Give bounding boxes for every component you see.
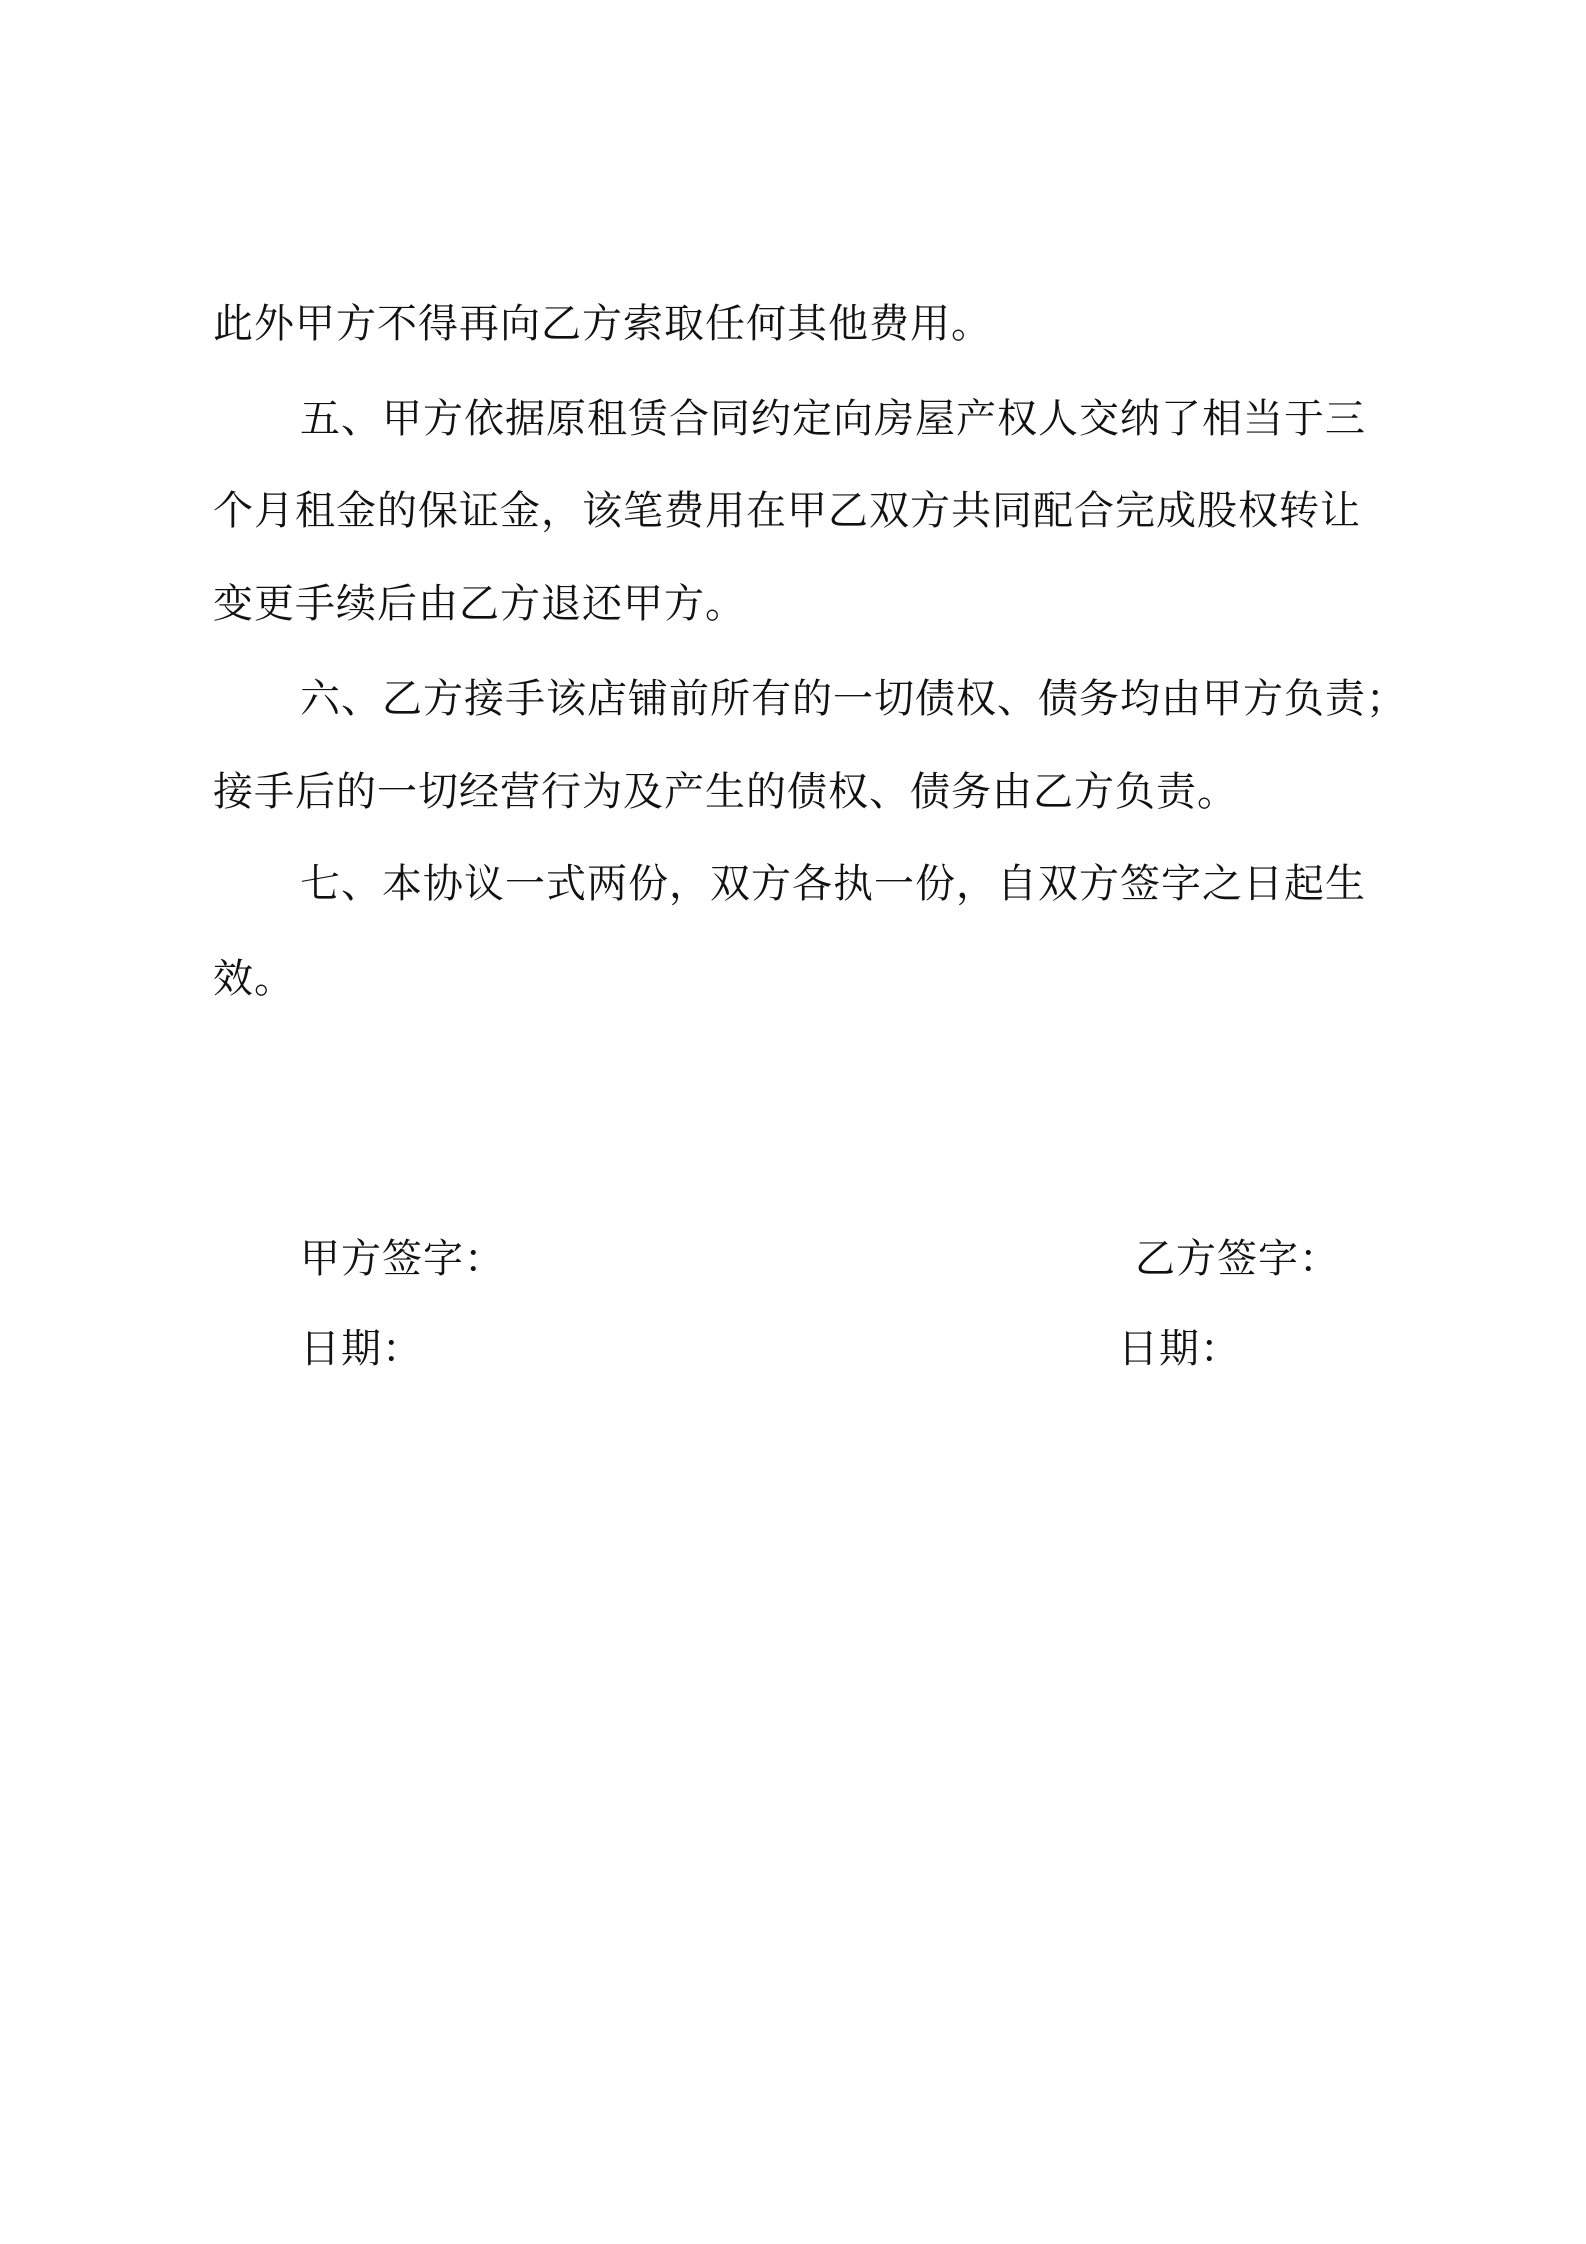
clause-six-line-1: 六、乙方接手该店铺前所有的一切债权、债务均由甲方负责；	[300, 676, 1407, 722]
party-b-date-label: 日期：	[1118, 1326, 1241, 1372]
clause-five-line-2: 个月租金的保证金，该笔费用在甲乙双方共同配合完成股权转让	[213, 488, 1361, 534]
clause-seven-line-1: 七、本协议一式两份，双方各执一份，自双方签字之日起生	[300, 861, 1366, 907]
clause-five-line-1: 五、甲方依据原租赁合同约定向房屋产权人交纳了相当于三	[300, 396, 1366, 442]
clause-five-line-3: 变更手续后由乙方退还甲方。	[213, 581, 746, 627]
clause-six-line-2: 接手后的一切经营行为及产生的债权、债务由乙方负责。	[213, 769, 1238, 815]
party-b-signature-label: 乙方签字：	[1135, 1236, 1340, 1282]
clause-seven-line-2: 效。	[213, 956, 295, 1002]
party-a-signature-label: 甲方签字：	[300, 1236, 505, 1282]
party-a-date-label: 日期：	[300, 1326, 423, 1372]
clause-four-continuation: 此外甲方不得再向乙方索取任何其他费用。	[213, 301, 992, 347]
